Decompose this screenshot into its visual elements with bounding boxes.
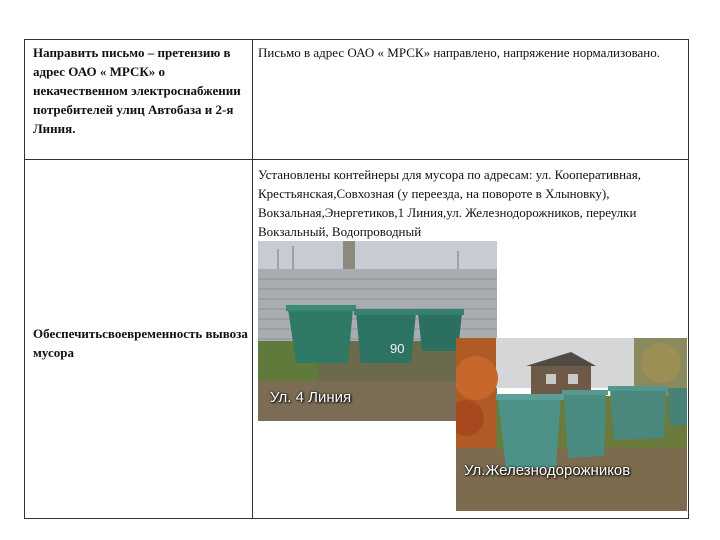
table-column-divider — [252, 39, 253, 519]
container-number-label: 90 — [390, 341, 405, 356]
table-border-top — [24, 39, 689, 40]
row1-task-text: Направить письмо – претензию в адрес ОАО « МРСК» о некачественном электроснабжении потребителей улиц Автобаза и 2-я Линия. — [33, 45, 241, 136]
table-border-bottom — [24, 518, 689, 519]
photo-caption-zheleznodorozhnikov: Ул.Железнодорожников — [464, 462, 631, 479]
table-border-right — [688, 39, 689, 519]
row1-result-text: Письмо в адрес ОАО « МРСК» направлено, напряжение нормализовано. — [258, 45, 661, 60]
row2-task-text: Обеспечитьсвоевременность вывоза мусора — [33, 326, 248, 360]
photo-caption-4-liniya: Ул. 4 Линия — [270, 389, 352, 406]
table-row-divider — [24, 159, 689, 160]
table-border-left — [24, 39, 25, 519]
garbage-containers-image — [456, 338, 687, 511]
photo-zheleznodorozhnikov — [456, 338, 687, 511]
row2-result-text: Установлены контейнеры для мусора по адресам: ул. Кооперативная, Крестьянская,Совхозная (у переезда, на повороте в Хлыновку), Вокзальная,Энергетиков,1 Линия,ул. Железнодорожников, переулки Вокзальный, Водопроводный — [258, 167, 642, 239]
